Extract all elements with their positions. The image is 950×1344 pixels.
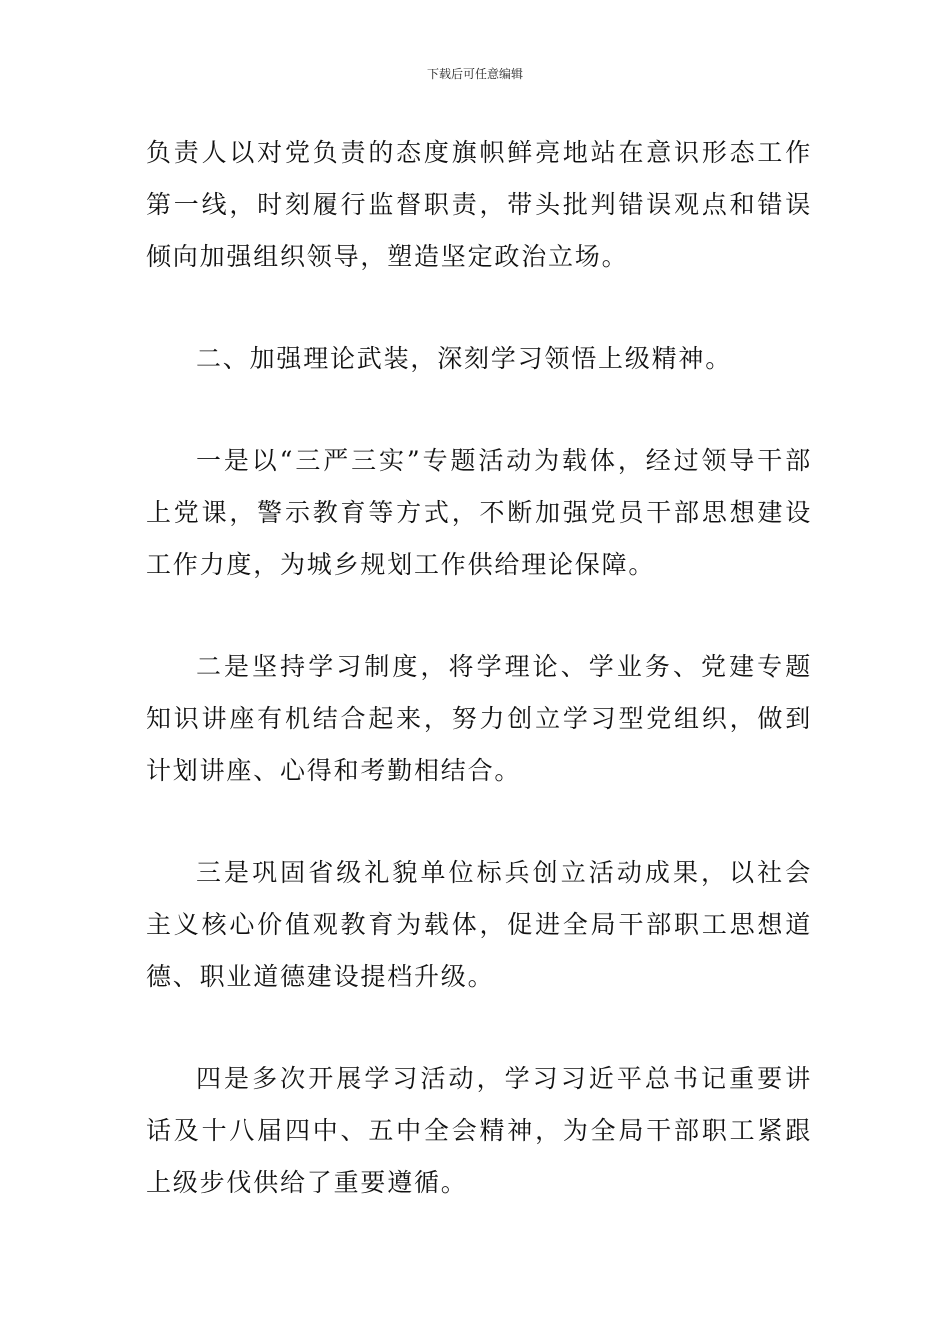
paragraph-gap	[146, 283, 812, 333]
page-header-note: 下载后可任意编辑	[426, 67, 523, 81]
section-heading: 二、加强理论武装，深刻学习领悟上级精神。	[196, 344, 733, 373]
paragraph-gap	[146, 797, 812, 847]
document-body	[146, 127, 812, 1209]
paragraph-continuation: 负责人以对党负责的态度旗帜鲜亮地站在意识形态工作第一线，时刻履行监督职责，带头批判错误观点和错误倾向加强组织领导，塑造坚定政治立场。	[146, 138, 812, 271]
paragraph-gap	[146, 1003, 812, 1053]
paragraph-item-1: 一是以“三严三实”专题活动为载体，经过领导干部上党课，警示教育等方式，不断加强党员干部思想建设工作力度，为城乡规划工作供给理论保障。	[146, 446, 812, 579]
paragraph-item-2: 二是坚持学习制度，将学理论、学业务、党建专题知识讲座有机结合起来，努力创立学习型党组织，做到计划讲座、心得和考勤相结合。	[146, 652, 812, 785]
paragraph-gap	[146, 591, 812, 641]
paragraph-gap	[146, 385, 812, 435]
paragraph-item-3: 三是巩固省级礼貌单位标兵创立活动成果，以社会主义核心价值观教育为载体，促进全局干部职工思想道德、职业道德建设提档升级。	[146, 858, 812, 991]
paragraph-item-4: 四是多次开展学习活动，学习习近平总书记重要讲话及十八届四中、五中全会精神，为全局干部职工紧跟上级步伐供给了重要遵循。	[146, 1064, 812, 1197]
